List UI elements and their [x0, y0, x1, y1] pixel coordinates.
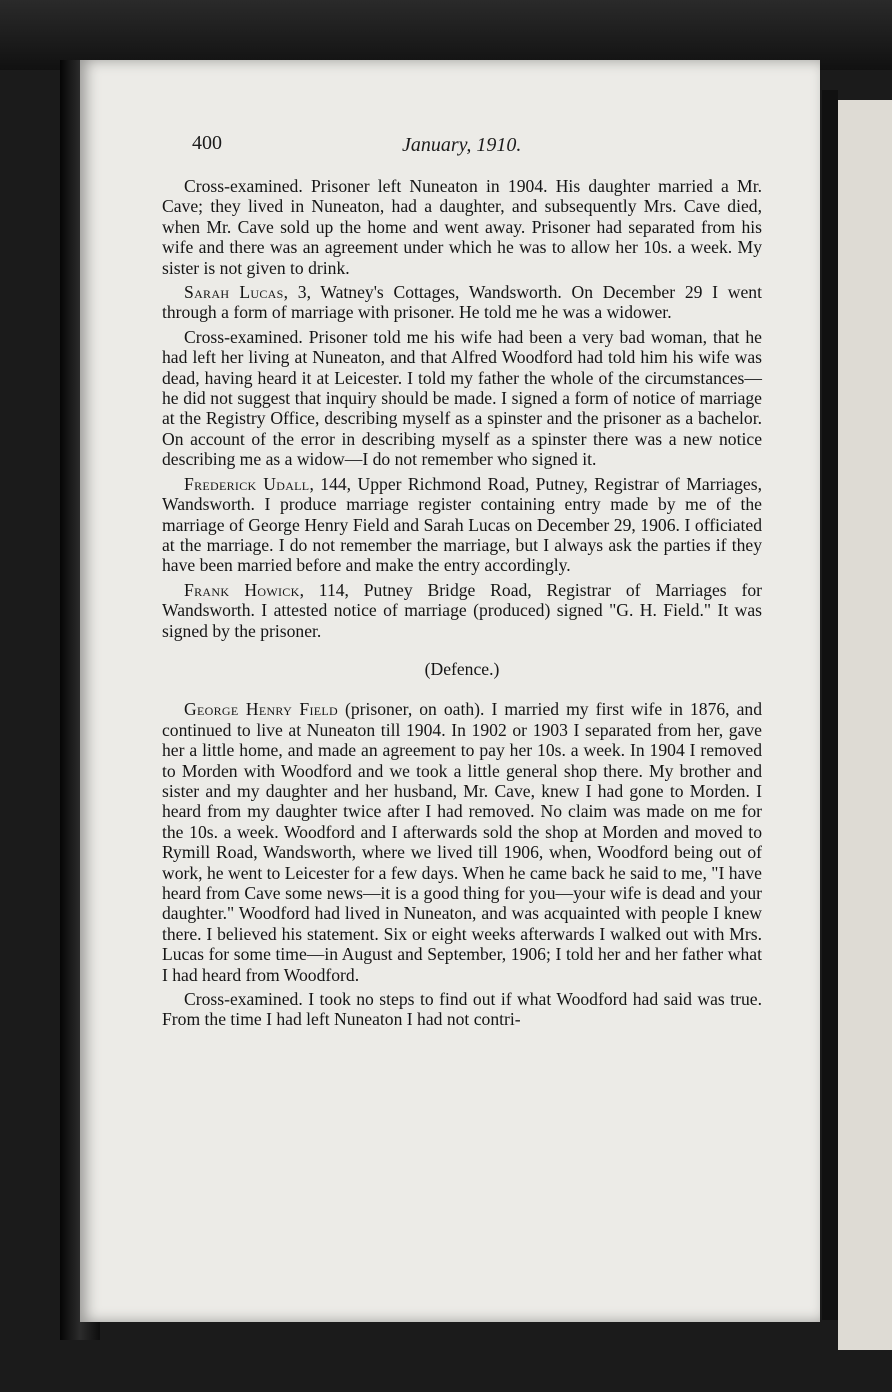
paragraph-7-text: Cross-examined. I took no steps to find out if what Woodford had said was true. From the time I had left Nuneaton I had not contri- — [162, 989, 762, 1030]
paragraph-6-text: (prisoner, on oath). I married my first wife in 1876, and continued to live at Nuneaton till 1904. In 1902 or 1903 I separated from her, gave her a little home, and made an agreement to pay her 10s. a week. In 1904 I removed to Morden with Woodford and we took a little general shop there. My brother and sister and my daughter and her husband, Mr. Cave, knew I had gone to Morden. I heard from my daughter twice after I had removed. No claim was made on me for the 10s. a week. Woodford and I afterwards sold the shop at Morden and moved to Rymill Road, Wandsworth, where we lived till 1906, when, Woodford being out of work, he went to Leicester for a few days. When he came back he said to me, "I have heard from Cave some news—it is a good thing for you—your wife is dead and your daughter." Woodford had lived in Nuneaton, and was acquainted with people I knew there. I believed his statement. Six or eight weeks afterwards I walked out with Mrs. Lucas for some time—in August and September, 1906; I told her and her father what I had heard from Woodford. — [162, 699, 762, 985]
page-date — [402, 134, 521, 157]
paragraph-5 — [162, 580, 762, 641]
adjacent-page-edge — [838, 100, 892, 1350]
paragraph-7 — [162, 989, 762, 1030]
paragraph-3-text: Cross-examined. Prisoner told me his wife had been a very bad woman, that he had left her living at Nuneaton, and that Alfred Woodford had told him his wife was dead, having heard it at Leicester. I told my father the whole of the circumstances—he did not suggest that inquiry should be made. I signed a form of notice of marriage at the Registry Office, describing myself as a spinster and the prisoner as a bachelor. On account of the error in describing myself as a spinster there was a new notice describing me as a widow—I do not remember who signed it. — [162, 326, 762, 470]
paragraph-5-text: , 114, Putney Bridge Road, Registrar of Marriages for Wandsworth. I attested notice of marriage (produced) signed "G. H. Field." It was signed by the prisoner. — [162, 579, 762, 641]
paragraph-4 — [162, 474, 762, 576]
paragraph-2-text: , 3, Watney's Cottages, Wandsworth. On December 29 I went through a form of marriage with prisoner. He told me he was a widower. — [162, 282, 762, 323]
witness-name: Frank Howick — [184, 579, 300, 600]
witness-name: George Henry Field — [184, 699, 338, 720]
paragraph-6 — [162, 699, 762, 985]
witness-name: Sarah Lucas — [184, 282, 284, 303]
page-number: 400 — [192, 132, 222, 154]
paragraph-1-text: Cross-examined. Prisoner left Nuneaton in 1904. His daughter married a Mr. Cave; they lived in Nuneaton, had a daughter, and subsequently Mrs. Cave died, when Mr. Cave sold up the home and went away. Prisoner had separated from his wife and there was an agreement under which he was to allow her 10s. a week. My sister is not given to drink. — [162, 176, 762, 278]
page-date-text: January, 1910. — [402, 134, 522, 156]
page-header — [192, 132, 752, 162]
witness-name: Frederick Udall — [184, 473, 310, 494]
paragraph-2 — [162, 282, 762, 323]
paragraph-1 — [162, 176, 762, 278]
defence-heading: (Defence.) — [424, 658, 500, 679]
paragraph-3 — [162, 327, 762, 470]
page-body — [162, 176, 762, 1034]
page-gutter-shadow — [822, 90, 838, 1320]
paragraph-4-text: , 144, Upper Richmond Road, Putney, Registrar of Marriages, Wandsworth. I produce marriage register containing entry made by me of the marriage of George Henry Field and Sarah Lucas on December 29, 1906. I officiated at the marriage. I do not remember the marriage, but I always ask the parties if they have been married before and make the entry accordingly. — [162, 473, 762, 576]
